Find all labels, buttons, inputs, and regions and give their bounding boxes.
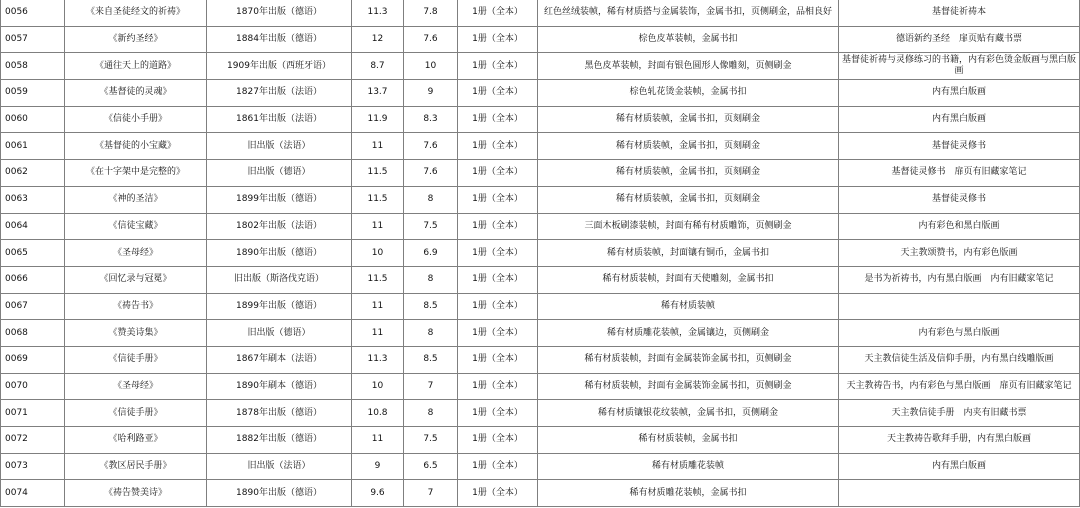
volumes-cell: 1册（全本） xyxy=(458,453,538,480)
binding-cell: 三面木板刷漆装帧，封面有稀有材质雕饰，页侧刷金 xyxy=(538,213,839,240)
catalog-number-cell: 0058 xyxy=(1,53,65,80)
table-row xyxy=(1,266,1080,293)
book-title-cell: 《基督徒的灵魂》 xyxy=(65,80,207,107)
binding-cell: 黑色皮革装帧，封面有银色圆形人像雕刻，页侧刷金 xyxy=(538,53,839,80)
book-title-cell: 《信徒宝藏》 xyxy=(65,213,207,240)
binding-cell: 棕色皮革装帧，金属书扣 xyxy=(538,26,839,53)
volumes-cell: 1册（全本） xyxy=(458,400,538,427)
catalog-rows xyxy=(1,0,1080,507)
notes-cell: 天主教信徒手册 内夹有旧藏书票 xyxy=(839,400,1080,427)
book-title-cell: 《神的圣洁》 xyxy=(65,186,207,213)
notes-cell xyxy=(839,480,1080,507)
volumes-cell: 1册（全本） xyxy=(458,373,538,400)
catalog-number-cell: 0067 xyxy=(1,293,65,320)
binding-cell: 稀有材质装帧 xyxy=(538,293,839,320)
notes-cell xyxy=(839,293,1080,320)
length-cell: 10 xyxy=(352,373,404,400)
volumes-cell: 1册（全本） xyxy=(458,266,538,293)
volumes-cell: 1册（全本） xyxy=(458,80,538,107)
book-title-cell: 《通往天上的道路》 xyxy=(65,53,207,80)
notes-cell: 天主教颂赞书，内有彩色版画 xyxy=(839,240,1080,267)
binding-cell: 稀有材质装帧，封面有金属装饰金属书扣，页侧刷金 xyxy=(538,346,839,373)
binding-cell: 稀有材质装帧，金属书扣，页刻刷金 xyxy=(538,133,839,160)
binding-cell: 稀有材质装帧，金属书扣，页刻刷金 xyxy=(538,160,839,187)
length-cell: 10 xyxy=(352,240,404,267)
width-cell: 7.6 xyxy=(404,26,458,53)
publication-cell: 1909年出版（西班牙语） xyxy=(207,53,352,80)
volumes-cell: 1册（全本） xyxy=(458,346,538,373)
volumes-cell: 1册（全本） xyxy=(458,53,538,80)
binding-cell: 稀有材质镶银花纹装帧，金属书扣，页侧刷金 xyxy=(538,400,839,427)
width-cell: 6.5 xyxy=(404,453,458,480)
publication-cell: 1867年刷本（法语） xyxy=(207,346,352,373)
length-cell: 12 xyxy=(352,26,404,53)
width-cell: 7 xyxy=(404,373,458,400)
book-title-cell: 《在十字架中是完整的》 xyxy=(65,160,207,187)
book-title-cell: 《圣母经》 xyxy=(65,373,207,400)
notes-cell: 基督徒祈祷本 xyxy=(839,0,1080,26)
table-row xyxy=(1,293,1080,320)
volumes-cell: 1册（全本） xyxy=(458,240,538,267)
length-cell: 11 xyxy=(352,213,404,240)
width-cell: 8 xyxy=(404,266,458,293)
table-row xyxy=(1,427,1080,454)
table-row xyxy=(1,346,1080,373)
publication-cell: 旧出版（斯洛伐克语） xyxy=(207,266,352,293)
width-cell: 7.6 xyxy=(404,133,458,160)
catalog-number-cell: 0070 xyxy=(1,373,65,400)
table-row xyxy=(1,26,1080,53)
book-title-cell: 《回忆录与冠冕》 xyxy=(65,266,207,293)
publication-cell: 1890年出版（德语） xyxy=(207,480,352,507)
publication-cell: 1802年出版（法语） xyxy=(207,213,352,240)
publication-cell: 1882年出版（德语） xyxy=(207,427,352,454)
catalog-number-cell: 0056 xyxy=(1,0,65,26)
binding-cell: 红色丝绒装帧，稀有材质搭与金属装饰，金属书扣，页侧刷金，品相良好 xyxy=(538,0,839,26)
width-cell: 6.9 xyxy=(404,240,458,267)
publication-cell: 旧出版（德语） xyxy=(207,160,352,187)
publication-cell: 1870年出版（德语） xyxy=(207,0,352,26)
width-cell: 8.3 xyxy=(404,106,458,133)
volumes-cell: 1册（全本） xyxy=(458,160,538,187)
book-title-cell: 《圣母经》 xyxy=(65,240,207,267)
table-row xyxy=(1,160,1080,187)
volumes-cell: 1册（全本） xyxy=(458,213,538,240)
book-title-cell: 《信徒手册》 xyxy=(65,346,207,373)
length-cell: 9 xyxy=(352,453,404,480)
catalog-number-cell: 0066 xyxy=(1,266,65,293)
volumes-cell: 1册（全本） xyxy=(458,480,538,507)
width-cell: 7.5 xyxy=(404,427,458,454)
width-cell: 8.5 xyxy=(404,346,458,373)
table-row xyxy=(1,400,1080,427)
publication-cell: 1861年出版（法语） xyxy=(207,106,352,133)
width-cell: 7 xyxy=(404,480,458,507)
length-cell: 10.8 xyxy=(352,400,404,427)
book-title-cell: 《教区居民手册》 xyxy=(65,453,207,480)
length-cell: 11.9 xyxy=(352,106,404,133)
binding-cell: 稀有材质装帧，封面有天使雕刻，金属书扣 xyxy=(538,266,839,293)
length-cell: 11 xyxy=(352,427,404,454)
binding-cell: 棕色轧花烫金装帧，金属书扣 xyxy=(538,80,839,107)
catalog-number-cell: 0068 xyxy=(1,320,65,347)
publication-cell: 旧出版（法语） xyxy=(207,453,352,480)
table-row xyxy=(1,240,1080,267)
publication-cell: 1827年出版（法语） xyxy=(207,80,352,107)
width-cell: 10 xyxy=(404,53,458,80)
width-cell: 8 xyxy=(404,186,458,213)
notes-cell: 是书为祈祷书，内有黑白版画 内有旧藏家笔记 xyxy=(839,266,1080,293)
length-cell: 11 xyxy=(352,320,404,347)
notes-cell: 天主教信徒生活及信仰手册，内有黑白线雕版画 xyxy=(839,346,1080,373)
notes-cell: 德语新约圣经 扉页贴有藏书票 xyxy=(839,26,1080,53)
notes-cell: 内有彩色与黑白版画 xyxy=(839,320,1080,347)
volumes-cell: 1册（全本） xyxy=(458,427,538,454)
book-title-cell: 《祷告赞美诗》 xyxy=(65,480,207,507)
notes-cell: 内有黑白版画 xyxy=(839,106,1080,133)
catalog-number-cell: 0073 xyxy=(1,453,65,480)
catalog-number-cell: 0060 xyxy=(1,106,65,133)
book-title-cell: 《哈利路亚》 xyxy=(65,427,207,454)
table-row xyxy=(1,0,1080,26)
width-cell: 7.5 xyxy=(404,213,458,240)
book-title-cell: 《新约圣经》 xyxy=(65,26,207,53)
catalog-number-cell: 0072 xyxy=(1,427,65,454)
binding-cell: 稀有材质装帧，金属书扣 xyxy=(538,427,839,454)
table-row xyxy=(1,373,1080,400)
volumes-cell: 1册（全本） xyxy=(458,106,538,133)
width-cell: 7.8 xyxy=(404,0,458,26)
catalog-number-cell: 0063 xyxy=(1,186,65,213)
catalog-number-cell: 0074 xyxy=(1,480,65,507)
length-cell: 9.6 xyxy=(352,480,404,507)
catalog-number-cell: 0071 xyxy=(1,400,65,427)
book-title-cell: 《信徒手册》 xyxy=(65,400,207,427)
book-title-cell: 《祷告书》 xyxy=(65,293,207,320)
publication-cell: 1899年出版（德语） xyxy=(207,293,352,320)
notes-cell: 天主教祷告书，内有彩色与黑白版画 扉页有旧藏家笔记 xyxy=(839,373,1080,400)
notes-cell: 天主教祷告歌拜手册，内有黑白版画 xyxy=(839,427,1080,454)
length-cell: 11.5 xyxy=(352,160,404,187)
table-row xyxy=(1,213,1080,240)
length-cell: 13.7 xyxy=(352,80,404,107)
catalog-number-cell: 0065 xyxy=(1,240,65,267)
width-cell: 9 xyxy=(404,80,458,107)
catalog-number-cell: 0061 xyxy=(1,133,65,160)
table-row xyxy=(1,80,1080,107)
length-cell: 11.3 xyxy=(352,346,404,373)
length-cell: 11 xyxy=(352,133,404,160)
notes-cell: 内有黑白版画 xyxy=(839,80,1080,107)
notes-cell: 内有黑白版画 xyxy=(839,453,1080,480)
binding-cell: 稀有材质雕花装帧，金属书扣 xyxy=(538,480,839,507)
volumes-cell: 1册（全本） xyxy=(458,320,538,347)
binding-cell: 稀有材质装帧，封面有金属装饰金属书扣，页侧刷金 xyxy=(538,373,839,400)
catalog-number-cell: 0069 xyxy=(1,346,65,373)
notes-cell: 基督徒灵修书 xyxy=(839,186,1080,213)
book-title-cell: 《来自圣徒经文的祈祷》 xyxy=(65,0,207,26)
notes-cell: 基督徒灵修书 扉页有旧藏家笔记 xyxy=(839,160,1080,187)
notes-cell: 基督徒祈祷与灵修练习的书籍，内有彩色烫金版画与黑白版画 xyxy=(839,53,1080,80)
notes-cell: 内有彩色和黑白版画 xyxy=(839,213,1080,240)
width-cell: 8.5 xyxy=(404,293,458,320)
width-cell: 7.6 xyxy=(404,160,458,187)
length-cell: 11.5 xyxy=(352,186,404,213)
table-row xyxy=(1,106,1080,133)
volumes-cell: 1册（全本） xyxy=(458,26,538,53)
binding-cell: 稀有材质装帧，金属书扣，页刻刷金 xyxy=(538,186,839,213)
table-row xyxy=(1,186,1080,213)
catalog-number-cell: 0057 xyxy=(1,26,65,53)
width-cell: 8 xyxy=(404,320,458,347)
publication-cell: 1878年出版（德语） xyxy=(207,400,352,427)
volumes-cell: 1册（全本） xyxy=(458,0,538,26)
book-title-cell: 《信徒小手册》 xyxy=(65,106,207,133)
table-row xyxy=(1,480,1080,507)
binding-cell: 稀有材质装帧，封面镶有铜币，金属书扣 xyxy=(538,240,839,267)
length-cell: 11.3 xyxy=(352,0,404,26)
table-row xyxy=(1,133,1080,160)
binding-cell: 稀有材质雕花装帧 xyxy=(538,453,839,480)
width-cell: 8 xyxy=(404,400,458,427)
publication-cell: 1884年出版（德语） xyxy=(207,26,352,53)
length-cell: 11 xyxy=(352,293,404,320)
binding-cell: 稀有材质雕花装帧，金属镶边，页侧刷金 xyxy=(538,320,839,347)
catalog-number-cell: 0064 xyxy=(1,213,65,240)
notes-cell: 基督徒灵修书 xyxy=(839,133,1080,160)
catalog-number-cell: 0059 xyxy=(1,80,65,107)
publication-cell: 旧出版（法语） xyxy=(207,133,352,160)
table-row xyxy=(1,53,1080,80)
volumes-cell: 1册（全本） xyxy=(458,186,538,213)
length-cell: 11.5 xyxy=(352,266,404,293)
publication-cell: 1899年出版（德语） xyxy=(207,186,352,213)
length-cell: 8.7 xyxy=(352,53,404,80)
volumes-cell: 1册（全本） xyxy=(458,133,538,160)
catalog-number-cell: 0062 xyxy=(1,160,65,187)
publication-cell: 旧出版（德语） xyxy=(207,320,352,347)
volumes-cell: 1册（全本） xyxy=(458,293,538,320)
publication-cell: 1890年出版（德语） xyxy=(207,240,352,267)
table-row xyxy=(1,453,1080,480)
binding-cell: 稀有材质装帧，金属书扣，页刻刷金 xyxy=(538,106,839,133)
book-title-cell: 《基督徒的小宝藏》 xyxy=(65,133,207,160)
book-title-cell: 《赞美诗集》 xyxy=(65,320,207,347)
table-row xyxy=(1,320,1080,347)
publication-cell: 1890年刷本（德语） xyxy=(207,373,352,400)
